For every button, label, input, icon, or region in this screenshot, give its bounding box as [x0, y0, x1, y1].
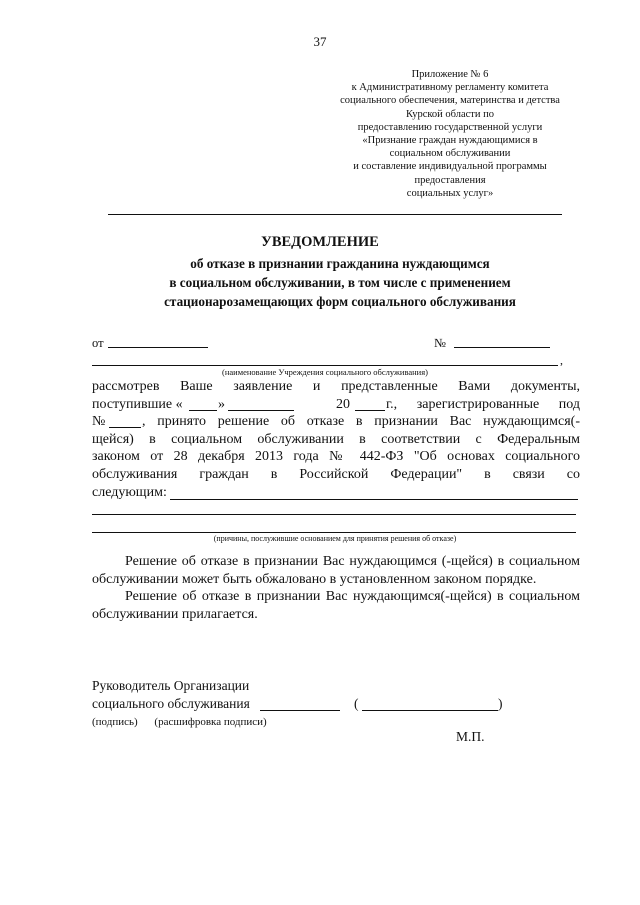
appendix-line: Приложение № 6 — [411, 69, 489, 80]
document-title: УВЕДОМЛЕНИЕ — [261, 234, 379, 250]
from-number-row — [92, 336, 562, 352]
signature-line-1: Руководитель Организации — [92, 678, 250, 693]
body-line-registration — [92, 413, 580, 431]
appendix-line: социальном обслуживании — [389, 148, 511, 160]
body-text-fragment: следующим: — [92, 484, 167, 500]
signature-line-2 — [92, 695, 532, 713]
body-line-reasons — [92, 484, 580, 502]
stamp-place: М.П. — [456, 729, 485, 744]
attached-text: Решение об отказе в признании Вас нуждающимся(-щейся) в социальном обслуживании прилагается. — [92, 589, 580, 622]
body-text-fragment: , принято решение об отказе в признании Вас нуждающимся(- — [142, 414, 580, 430]
body-text-fragment: 20 — [336, 396, 350, 412]
from-date-field[interactable] — [108, 347, 208, 348]
subtitle-line: об отказе в признании гражданина нуждающимся — [190, 256, 490, 271]
line-end-comma: , — [560, 353, 563, 367]
appendix-line: социальных услуг» — [406, 187, 494, 199]
page-number: 37 — [313, 34, 327, 49]
number-field[interactable] — [454, 347, 550, 348]
body-line-dates — [92, 396, 580, 414]
body-paragraph — [92, 378, 580, 501]
signature-decoding-caption: (расшифровка подписи) — [154, 716, 267, 728]
body-line: обслуживания граждан в Российской Федерации" в связи со — [92, 466, 580, 482]
appendix-line: социального обеспечения, материнства и детства — [340, 95, 560, 107]
signature-captions — [92, 716, 267, 728]
appendix-line: «Признание граждан нуждающимися в — [362, 135, 538, 147]
subtitle-line: в социальном обслуживании, в том числе с применением — [169, 275, 511, 290]
subtitle-line: стационарозамещающих форм социального обслуживания — [164, 294, 516, 309]
body-line: законом от 28 декабря 2013 года № 442-ФЗ "Об основах социального — [92, 449, 580, 465]
open-paren: ( — [354, 696, 359, 711]
signature-caption: (подпись) — [92, 716, 138, 728]
document-subtitle — [60, 254, 620, 311]
year-field[interactable] — [355, 398, 385, 411]
registration-number-field[interactable] — [109, 415, 141, 428]
appendix-line: предоставления — [414, 174, 486, 186]
institution-caption: (наименование Учреждения социального обслуживания) — [222, 367, 428, 377]
appeal-paragraph — [92, 553, 580, 623]
body-text-fragment: № — [92, 414, 106, 430]
body-text-fragment: поступившие « — [92, 396, 183, 412]
body-line: щейся) в социальном обслуживании в соответствии с Федеральным — [92, 431, 580, 447]
reasons-field-3[interactable] — [92, 532, 576, 533]
reasons-caption: (причины, послужившие основанием для принятия решения об отказе) — [213, 534, 457, 543]
from-label: от — [92, 336, 104, 350]
reasons-field-1[interactable] — [170, 487, 578, 500]
institution-name-field[interactable] — [92, 365, 558, 366]
number-label: № — [434, 336, 446, 350]
day-field[interactable] — [189, 398, 217, 411]
signature-field[interactable] — [260, 698, 340, 711]
body-line: рассмотрев Ваше заявление и представленные Вами документы, — [92, 379, 580, 394]
body-text-fragment: » — [218, 396, 225, 412]
month-field[interactable] — [228, 398, 294, 411]
signature-block — [92, 677, 532, 713]
appendix-line: к Административному регламенту комитета — [351, 82, 549, 94]
signature-decoding-field[interactable] — [362, 698, 498, 711]
header-divider — [108, 214, 562, 215]
body-text-fragment: г., зарегистрированные под — [386, 396, 580, 412]
close-paren: ) — [498, 696, 503, 711]
reasons-field-2[interactable] — [92, 514, 576, 515]
appendix-line: и составление индивидуальной программы — [353, 161, 547, 173]
appendix-line: Курской области по — [405, 108, 495, 120]
appendix-block — [330, 68, 570, 200]
appeal-text: Решение об отказе в признании Вас нуждающимся (-щейся) в социальном обслуживании может быть обжаловано в установленном законом порядке. — [92, 554, 580, 587]
appendix-line: предоставлению государственной услуги — [357, 121, 543, 133]
signature-text: социального обслуживания — [92, 696, 250, 711]
